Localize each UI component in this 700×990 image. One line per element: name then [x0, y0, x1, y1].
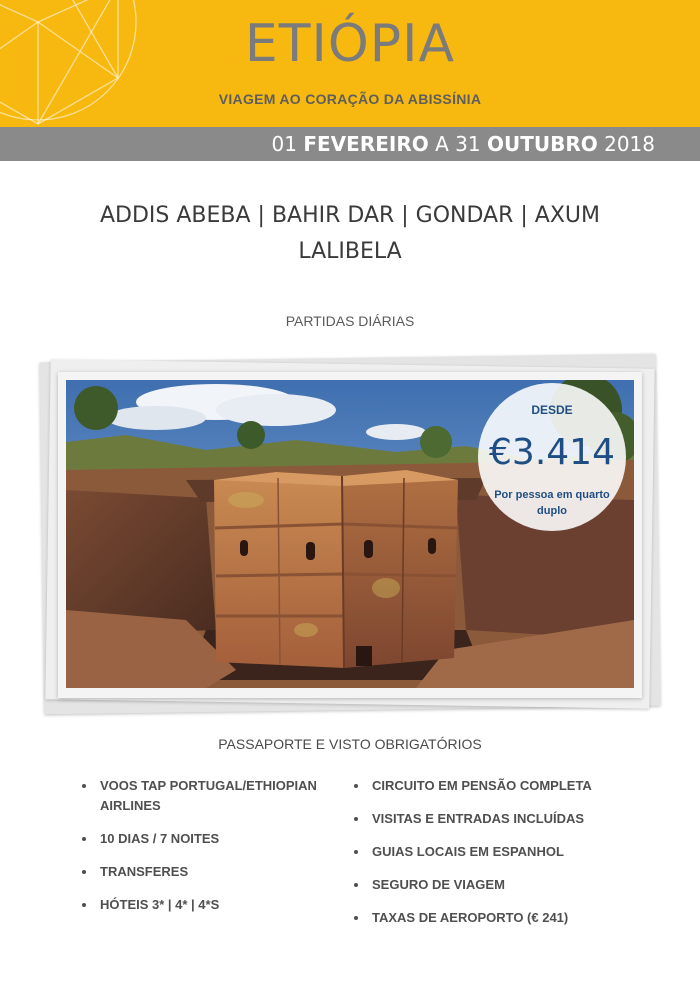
cities-line-1: ADDIS ABEBA | BAHIR DAR | GONDAR | AXUM [99, 203, 601, 228]
features-list-right [352, 776, 652, 941]
bullet-icon [354, 883, 358, 887]
date-start-day: 01 [271, 132, 297, 156]
itinerary-cities [0, 198, 700, 270]
list-item: GUIAS LOCAIS EM ESPANHOL [352, 842, 652, 862]
page-subtitle: VIAGEM AO CORAÇÃO DA ABISSÍNIA [218, 91, 482, 107]
bullet-icon [82, 903, 86, 907]
list-item: SEGURO DE VIAGEM [352, 875, 652, 895]
list-item: 10 DIAS / 7 NOITES [80, 829, 340, 849]
page-title: ETIÓPIA [244, 14, 456, 74]
price-value: €3.414 [489, 432, 615, 473]
cities-line-2: LALIBELA [298, 239, 402, 264]
list-item: VISITAS E ENTRADAS INCLUÍDAS [352, 809, 652, 829]
date-year: 2018 [604, 132, 655, 156]
date-end-month: OUTUBRO [486, 132, 598, 156]
price-from-label: DESDE [531, 403, 573, 417]
price-note: Por pessoa em quarto duplo [494, 489, 610, 517]
bullet-icon [82, 784, 86, 788]
list-item: TAXAS DE AEROPORTO (€ 241) [352, 908, 652, 928]
bullet-icon [354, 817, 358, 821]
date-end-day: 31 [455, 132, 481, 156]
departures-note: PARTIDAS DIÁRIAS [285, 313, 415, 329]
bullet-icon [82, 870, 86, 874]
bullet-icon [354, 916, 358, 920]
price-badge [478, 383, 626, 531]
passport-visa-notice: PASSAPORTE E VISTO OBRIGATÓRIOS [218, 736, 482, 752]
list-item: HÓTEIS 3* | 4* | 4*S [80, 895, 340, 915]
bullet-icon [354, 850, 358, 854]
date-connector: A [435, 132, 449, 156]
header-banner [0, 0, 700, 127]
date-start-month: FEVEREIRO [303, 132, 429, 156]
list-item: VOOS TAP PORTUGAL/ETHIOPIAN AIRLINES [80, 776, 340, 816]
bullet-icon [82, 837, 86, 841]
date-range-bar [0, 127, 700, 161]
features-list-left [80, 776, 340, 928]
bullet-icon [354, 784, 358, 788]
list-item: TRANSFERES [80, 862, 340, 882]
list-item: CIRCUITO EM PENSÃO COMPLETA [352, 776, 652, 796]
